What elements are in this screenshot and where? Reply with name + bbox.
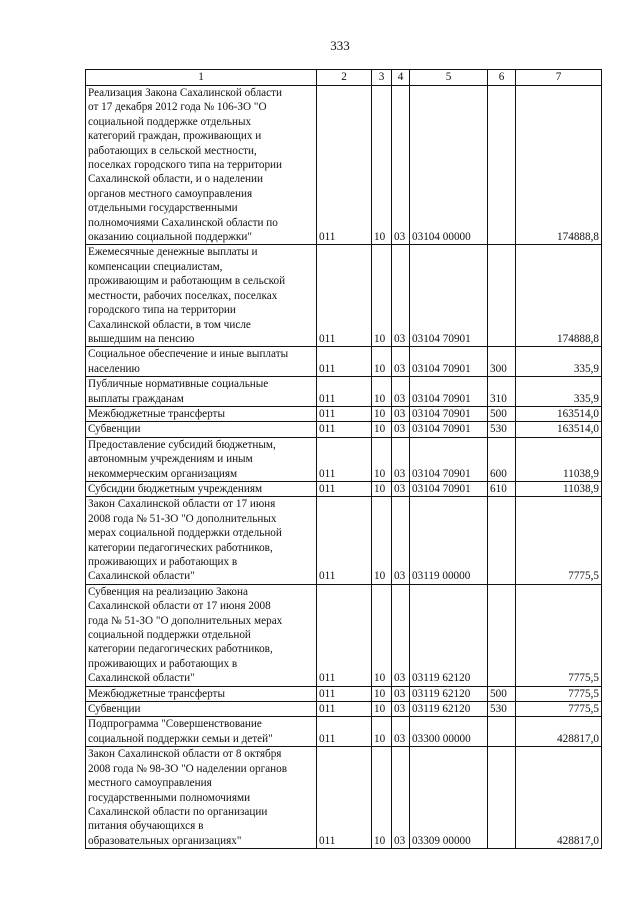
table-row: [86, 347, 602, 377]
amount: 163514,0: [516, 422, 602, 437]
amount: 335,9: [516, 347, 602, 377]
target-code: 03300 00000: [410, 717, 488, 747]
amount: 11038,9: [516, 437, 602, 481]
table-row: [86, 584, 602, 686]
section-code: 10: [372, 406, 392, 421]
subsection-code: 03: [392, 422, 410, 437]
column-header: 2: [317, 70, 372, 86]
ministry-code: 011: [317, 747, 372, 849]
section-code: 10: [372, 422, 392, 437]
amount: 11038,9: [516, 481, 602, 496]
ministry-code: 011: [317, 686, 372, 701]
row-name: Закон Сахалинской области от 17 июня 2008 года № 51-ЗО "О дополнительных мерах социальной поддержки отдельной категории педагогических работников, проживающих и работающих в Сахалинской области": [86, 497, 317, 584]
table-row: [86, 245, 602, 347]
table-row: [86, 422, 602, 437]
subsection-code: 03: [392, 86, 410, 245]
row-name: Межбюджетные трансферты: [86, 686, 317, 701]
target-code: 03104 70901: [410, 422, 488, 437]
row-name: Субвенции: [86, 702, 317, 717]
section-code: 10: [372, 377, 392, 407]
column-header: 1: [86, 70, 317, 86]
section-code: 10: [372, 747, 392, 849]
section-code: 10: [372, 347, 392, 377]
ministry-code: 011: [317, 406, 372, 421]
section-code: 10: [372, 717, 392, 747]
row-name: Субвенции: [86, 422, 317, 437]
expense-type-code: [488, 584, 516, 686]
subsection-code: 03: [392, 702, 410, 717]
section-code: 10: [372, 497, 392, 584]
subsection-code: 03: [392, 497, 410, 584]
target-code: 03119 62120: [410, 686, 488, 701]
column-header: 5: [410, 70, 488, 86]
table-row: [86, 717, 602, 747]
column-header: 3: [372, 70, 392, 86]
row-name: Закон Сахалинской области от 8 октября 2008 года № 98-ЗО "О наделении органов местного самоуправления государственными полномочиями Сахалинской области по организации питания обучающихся в образовательных организациях": [86, 747, 317, 849]
amount: 428817,0: [516, 747, 602, 849]
amount: 163514,0: [516, 406, 602, 421]
subsection-code: 03: [392, 347, 410, 377]
target-code: 03104 70901: [410, 481, 488, 496]
table-row: [86, 406, 602, 421]
row-name: Подпрограмма "Совершенствование социальной поддержки семьи и детей": [86, 717, 317, 747]
ministry-code: 011: [317, 497, 372, 584]
column-header: 6: [488, 70, 516, 86]
table-row: [86, 497, 602, 584]
subsection-code: 03: [392, 481, 410, 496]
ministry-code: 011: [317, 245, 372, 347]
target-code: 03309 00000: [410, 747, 488, 849]
target-code: 03104 00000: [410, 86, 488, 245]
table-row: [86, 686, 602, 701]
row-name: Социальное обеспечение и иные выплаты населению: [86, 347, 317, 377]
section-code: 10: [372, 481, 392, 496]
table-row: [86, 702, 602, 717]
section-code: 10: [372, 245, 392, 347]
target-code: 03119 00000: [410, 497, 488, 584]
row-name: Предоставление субсидий бюджетным, автономным учреждениям и иным некоммерческим организациям: [86, 437, 317, 481]
subsection-code: 03: [392, 584, 410, 686]
table-row: [86, 86, 602, 245]
expense-type-code: 500: [488, 686, 516, 701]
amount: 174888,8: [516, 86, 602, 245]
row-name: Субвенция на реализацию Закона Сахалинской области от 17 июня 2008 года № 51-ЗО "О дополнительных мерах социальной поддержки отдельной категории педагогических работников, проживающих и работающих в Сахалинской области": [86, 584, 317, 686]
amount: 7775,5: [516, 584, 602, 686]
expense-type-code: [488, 86, 516, 245]
expense-type-code: [488, 747, 516, 849]
row-name: Публичные нормативные социальные выплаты гражданам: [86, 377, 317, 407]
amount: 7775,5: [516, 686, 602, 701]
expense-type-code: 530: [488, 702, 516, 717]
row-name: Ежемесячные денежные выплаты и компенсации специалистам, проживающим и работающим в сельской местности, рабочих поселках, поселках городского типа на территории Сахалинской области, в том числе вышедшим на пенсию: [86, 245, 317, 347]
expense-type-code: [488, 497, 516, 584]
table-row: [86, 481, 602, 496]
table-header: [86, 70, 602, 86]
ministry-code: 011: [317, 717, 372, 747]
ministry-code: 011: [317, 702, 372, 717]
subsection-code: 03: [392, 245, 410, 347]
target-code: 03119 62120: [410, 702, 488, 717]
ministry-code: 011: [317, 584, 372, 686]
section-code: 10: [372, 584, 392, 686]
expense-type-code: 310: [488, 377, 516, 407]
row-name: Субсидии бюджетным учреждениям: [86, 481, 317, 496]
target-code: 03104 70901: [410, 245, 488, 347]
budget-table: [85, 69, 602, 849]
target-code: 03104 70901: [410, 437, 488, 481]
table-row: [86, 437, 602, 481]
section-code: 10: [372, 702, 392, 717]
table-row: [86, 377, 602, 407]
expense-type-code: 530: [488, 422, 516, 437]
row-name: Реализация Закона Сахалинской области от 17 декабря 2012 года № 106-ЗО "О социальной поддержке отдельных категорий граждан, проживающих и работающих в сельской местности, поселках городского типа на территории Сахалинской области, и о наделении органов местного самоуправления отдельными государственными полномочиями Сахалинской области по оказанию социальной поддержки": [86, 86, 317, 245]
subsection-code: 03: [392, 377, 410, 407]
amount: 7775,5: [516, 497, 602, 584]
page-number: 333: [330, 38, 350, 53]
target-code: 03104 70901: [410, 347, 488, 377]
target-code: 03119 62120: [410, 584, 488, 686]
section-code: 10: [372, 686, 392, 701]
subsection-code: 03: [392, 717, 410, 747]
subsection-code: 03: [392, 437, 410, 481]
expense-type-code: 300: [488, 347, 516, 377]
expense-type-code: 600: [488, 437, 516, 481]
expense-type-code: 610: [488, 481, 516, 496]
subsection-code: 03: [392, 406, 410, 421]
expense-type-code: [488, 717, 516, 747]
ministry-code: 011: [317, 437, 372, 481]
amount: 7775,5: [516, 702, 602, 717]
amount: 174888,8: [516, 245, 602, 347]
ministry-code: 011: [317, 377, 372, 407]
section-code: 10: [372, 437, 392, 481]
target-code: 03104 70901: [410, 377, 488, 407]
row-name: Межбюджетные трансферты: [86, 406, 317, 421]
ministry-code: 011: [317, 86, 372, 245]
expense-type-code: [488, 245, 516, 347]
column-header: 7: [516, 70, 602, 86]
ministry-code: 011: [317, 422, 372, 437]
subsection-code: 03: [392, 686, 410, 701]
column-header: 4: [392, 70, 410, 86]
ministry-code: 011: [317, 481, 372, 496]
amount: 335,9: [516, 377, 602, 407]
section-code: 10: [372, 86, 392, 245]
ministry-code: 011: [317, 347, 372, 377]
target-code: 03104 70901: [410, 406, 488, 421]
table-body: [86, 86, 602, 849]
table-row: [86, 747, 602, 849]
header-row: [86, 70, 602, 86]
expense-type-code: 500: [488, 406, 516, 421]
subsection-code: 03: [392, 747, 410, 849]
amount: 428817,0: [516, 717, 602, 747]
